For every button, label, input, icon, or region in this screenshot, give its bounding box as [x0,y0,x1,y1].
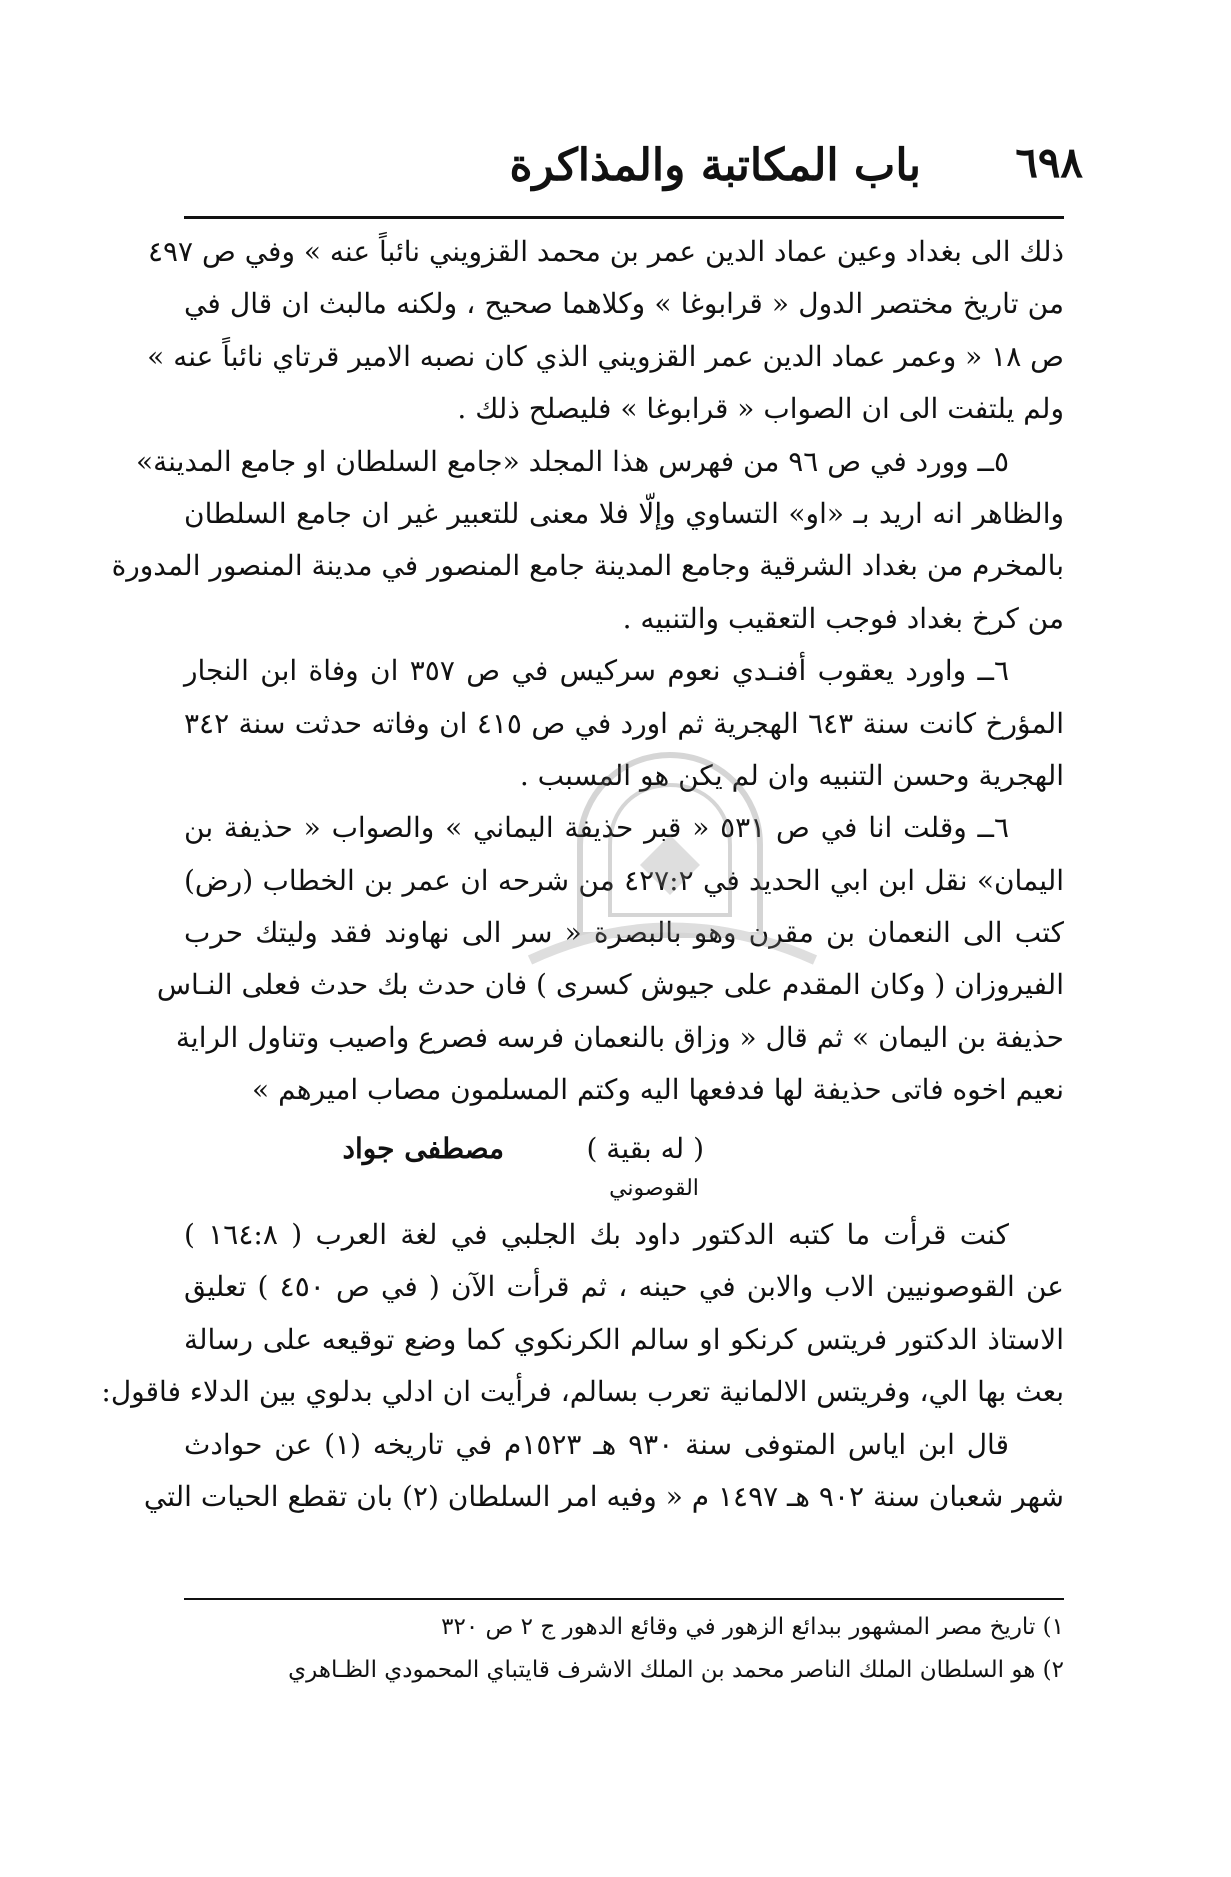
text-line: حذيفة بن اليمان » ثم قال « وزاق بالنعمان فرسه فصرع واصيب وتناول الراية [175,1020,1064,1054]
text-line: شهر شعبان سنة ٩٠٢ هـ ١٤٩٧ م « وفيه امر السلطان (٢) بان تقطع الحيات التي [143,1479,1064,1513]
text-line: ص ١٨ « وعمر عماد الدين عمر القزويني الذي كان نصبه الامير قرتاي نائباً عنه » [147,339,1064,373]
text-line: اليمان» نقل ابن ابي الحديد في ٤٢٧:٢ من شرحه ان عمر بن الخطاب (رض) [184,863,1065,897]
text-line: ولم يلتفت الى ان الصواب « قرابوغا » فليصلح ذلك . [457,392,1064,426]
text-line: المؤرخ كانت سنة ٦٤٣ الهجرية ثم اورد في ص ٤١٥ ان وفاته حدثت سنة ٣٤٢ [184,706,1064,740]
text-line: ٥ــ وورد في ص ٩٦ من فهرس هذا المجلد «جامع السلطان او جامع المدينة» [136,444,1009,478]
footnote: ١) تاريخ مصر المشهور ببدائع الزهور في وقائع الدهور ج ٢ ص ٣٢٠ [441,1614,1064,1640]
text-line: عن القوصونيين الاب والابن في حينه ، ثم قرأت الآن ( في ص ٤٥٠ ) تعليق [184,1270,1064,1304]
signature-row [184,1117,1064,1169]
text-line: الاستاذ الدكتور فريتس كرنكو او سالم الكرنكوي كما وضع توقيعه على رسالة [184,1322,1064,1356]
header-rule [184,216,1064,219]
footnote: ٢) هو السلطان الملك الناصر محمد بن الملك الاشرف قايتباي المحمودي الظـاهري [288,1657,1064,1683]
text-line: قال ابن اياس المتوفى سنة ٩٣٠ هـ ١٥٢٣م في تاريخه (١) عن حوادث [184,1427,1009,1461]
section-heading: القوصوني [609,1176,699,1202]
text-line: بعث بها الي، وفريتس الالمانية تعرب بسالم، فرأيت ان ادلي بدلوي بين الدلاء فاقول: [101,1375,1064,1409]
text-line: ذلك الى بغداد وعين عماد الدين عمر بن محمد القزويني نائباً عنه » وفي ص ٤٩٧ [147,235,1064,268]
text-line: من تاريخ مختصر الدول « قرابوغا » وكلاهما صحيح ، ولكنه مالبث ان قال في [184,287,1064,321]
footnote-rule [184,1598,1064,1600]
text-line: من كرخ بغداد فوجب التعقيب والتنبيه . [622,601,1064,635]
author-signature: مصطفى جواد [342,1131,504,1165]
page-number: ٦٩٨ [1015,138,1083,187]
main-text [101,226,1065,1523]
text-line: ٦ــ واورد يعقوب أفنـدي نعوم سركيس في ص ٣٥٧ ان وفاة ابن النجار [184,654,1010,688]
text-line: الفيروزان ( وكان المقدم على جيوش كسرى ) فان حدث بك حدث فعلى النـاس [156,968,1064,1002]
text-line: بالمخرم من بغداد الشرقية وجامع المدينة جامع المنصور في مدينة المنصور المدورة [111,549,1064,583]
text-line: كنت قرأت ما كتبه الدكتور داود بك الجلبي في لغة العرب ( ١٦٤:٨ ) [184,1218,1009,1252]
text-line: ٦ــ وقلت انا في ص ٥٣١ « قبر حذيفة اليماني » والصواب « حذيفة بن [184,811,1009,845]
text-line: نعيم اخوه فاتى حذيفة لها فدفعها اليه وكتم المسلمون مصاب اميرهم » [252,1073,1064,1107]
text-line: كتب الى النعمان بن مقرن وهو بالبصرة « سر الى نهاوند فقد وليتك حرب [184,916,1064,950]
footnotes [184,1606,1064,1692]
running-title: باب المكاتبة والمذاكرة [509,140,921,191]
continued-note: ( له بقية ) [586,1131,704,1165]
text-line: والظاهر انه اريد بـ «او» التساوي وإلّا فلا معنى للتعبير غير ان جامع السلطان [184,496,1064,530]
text-line: الهجرية وحسن التنبيه وان لم يكن هو المسبب . [519,758,1064,792]
